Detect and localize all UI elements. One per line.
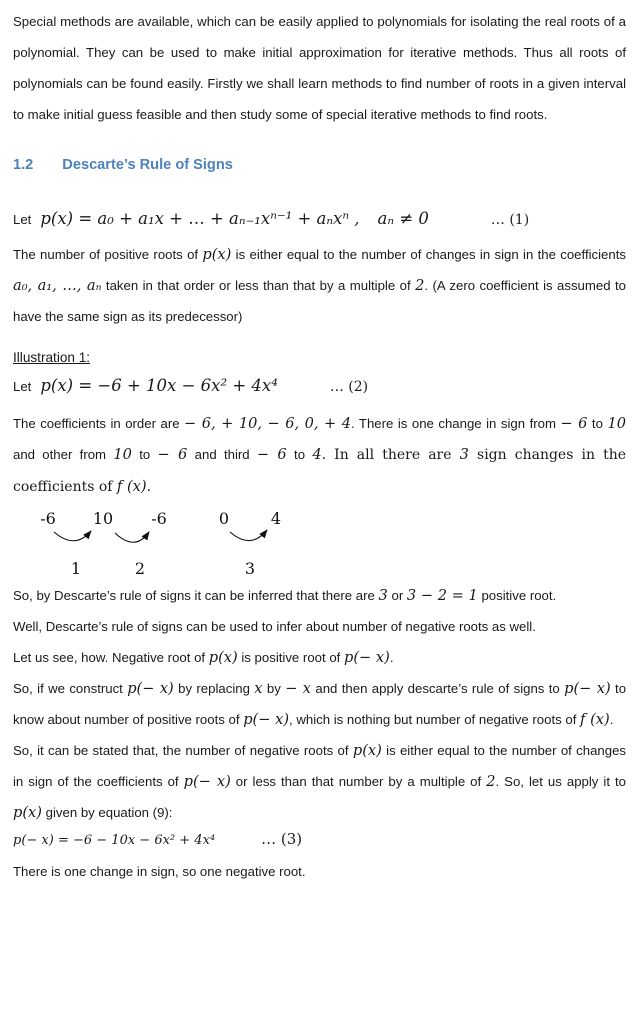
equation-3 — [13, 830, 626, 856]
paragraph-negative-rule-statement: So, it can be stated that, the number of negative roots of p(x) is either equal to the number of changes in sign of the coefficients of p(− x) or less than that number by a multiple of 2. So, let us apply it to p(x) given by equation (9): — [13, 742, 627, 821]
sign-change-arrow-icon — [230, 530, 267, 541]
equation-3-math: p(− x) = −6 − 10x − 6x² + 4x⁴ — [13, 833, 216, 848]
equation-1-number: … (1) — [490, 212, 530, 228]
section-number: 1.2 — [13, 157, 34, 173]
equation-1-condition: aₙ ≠ 0 — [377, 209, 429, 228]
diagram-number: 4 — [270, 509, 282, 528]
diagram-number: 10 — [92, 509, 114, 528]
equation-1 — [13, 209, 626, 239]
equation-3-number: … (3) — [261, 830, 303, 848]
paragraph-positive-root-conclusion: So, by Descarte’s rule of signs it can be inferred that there are 3 or 3 − 2 = 1 positive root. — [13, 587, 557, 604]
section-heading — [13, 157, 626, 173]
paragraph-rule-statement: The number of positive roots of p(x) is either equal to the number of changes in sign in the coefficients a₀, a₁, …, aₙ taken in that order or less than that by a multiple of 2. (A zero coefficient is assumed to have the same sign as its predecessor) — [13, 246, 626, 324]
illustration-heading: Illustration 1: — [13, 350, 91, 365]
sign-change-diagram — [27, 508, 327, 580]
paragraph-construct-p-minus-x: So, if we construct p(− x) by replacing x by − x and then apply descarte’s rule of signs to p(− x) to know about number of positive roots of p(− x), which is nothing but number of negative roots of f (x). — [13, 680, 627, 728]
sign-change-arrow-icon — [54, 531, 91, 541]
paragraph-intro: Special methods are available, which can be easily applied to polynomials for isolating the real roots of a polynomial. They can be used to make initial approximation for iterative methods. Thus all roots of polynomials can be found easily. Firstly we shall learn methods to find number of roots in a given interval to make initial guess feasible and then study some of special iterative methods to find roots. — [13, 14, 626, 122]
arc-label: 3 — [244, 559, 256, 578]
arc-label: 2 — [134, 559, 146, 578]
diagram-number: 0 — [218, 509, 230, 528]
paragraph-coefficients: The coefficients in order are − 6, + 10, − 6, 0, + 4. There is one change in sign from − 6 to 10 and other from 10 to − 6 and third − 6 to 4. In all there are 3 sign changes in the coefficients of f (x). — [13, 415, 627, 495]
diagram-number: -6 — [151, 509, 167, 528]
sign-change-arrow-icon — [115, 532, 149, 542]
diagram-number: -6 — [40, 509, 56, 528]
equation-1-lead: Let — [13, 212, 32, 227]
equation-2-math: p(x) = −6 + 10x − 6x² + 4x⁴ — [40, 376, 278, 395]
equation-1-math: p(x) = a₀ + a₁x + … + aₙ₋₁xⁿ⁻¹ + aₙxⁿ , — [40, 209, 360, 228]
equation-2 — [13, 376, 626, 408]
paragraph-negative-roots-intro: Well, Descarte’s rule of signs can be used to infer about number of negative roots as well. — [13, 619, 536, 634]
equation-2-lead: Let — [13, 379, 32, 394]
equation-2-number: … (2) — [329, 379, 369, 395]
arc-label: 1 — [70, 559, 82, 578]
paragraph-closing: There is one change in sign, so one negative root. — [13, 864, 306, 879]
paragraph-negative-root-note: Let us see, how. Negative root of p(x) is positive root of p(− x). — [13, 649, 394, 666]
section-title: Descarte’s Rule of Signs — [62, 157, 233, 173]
